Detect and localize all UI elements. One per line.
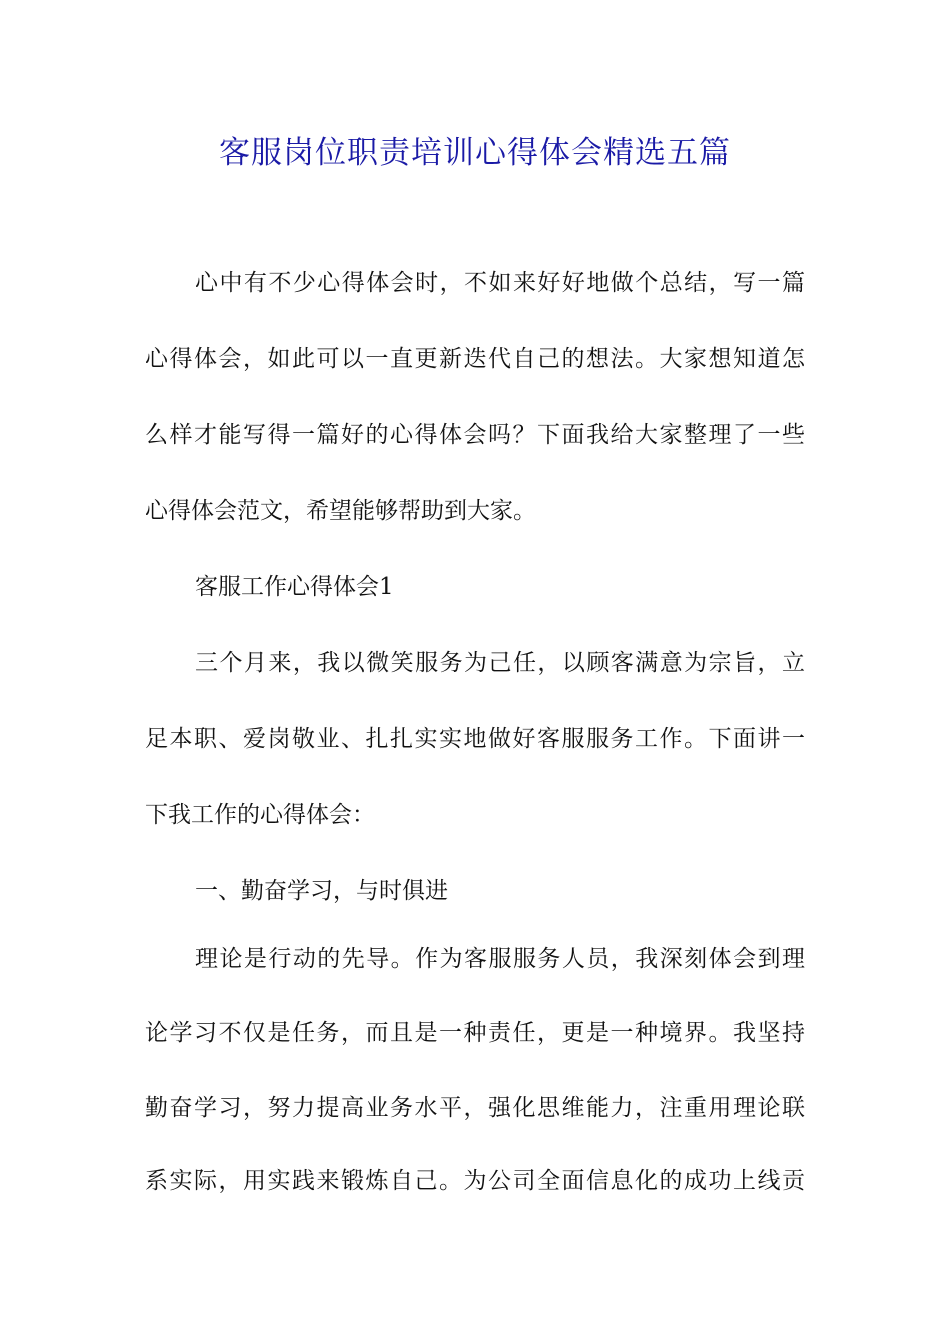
- subsection-heading: 一、勤奋学习，与时俱进: [195, 878, 448, 904]
- paragraph-line: 心得体会，如此可以一直更新迭代自己的想法。大家想知道怎: [145, 346, 805, 372]
- paragraph-line: 系实际，用实践来锻炼自己。为公司全面信息化的成功上线贡: [145, 1168, 805, 1194]
- paragraph-line: 论学习不仅是任务，而且是一种责任，更是一种境界。我坚持: [145, 1020, 805, 1046]
- paragraph-line: 理论是行动的先导。作为客服服务人员，我深刻体会到理: [195, 946, 805, 972]
- paragraph-line: 勤奋学习，努力提高业务水平，强化思维能力，注重用理论联: [145, 1095, 805, 1121]
- paragraph-line: 足本职、爱岗敬业、扎扎实实地做好客服服务工作。下面讲一: [145, 726, 805, 752]
- section-heading: 客服工作心得体会1: [195, 574, 394, 600]
- paragraph-line: 心中有不少心得体会时，不如来好好地做个总结，写一篇: [195, 270, 805, 296]
- paragraph-line: 三个月来，我以微笑服务为己任，以顾客满意为宗旨，立: [195, 650, 805, 676]
- document-title: 客服岗位职责培训心得体会精选五篇: [219, 135, 731, 171]
- paragraph-line: 心得体会范文，希望能够帮助到大家。: [145, 498, 536, 524]
- paragraph-line: 么样才能写得一篇好的心得体会吗？下面我给大家整理了一些: [145, 422, 805, 448]
- paragraph-line: 下我工作的心得体会：: [145, 802, 375, 828]
